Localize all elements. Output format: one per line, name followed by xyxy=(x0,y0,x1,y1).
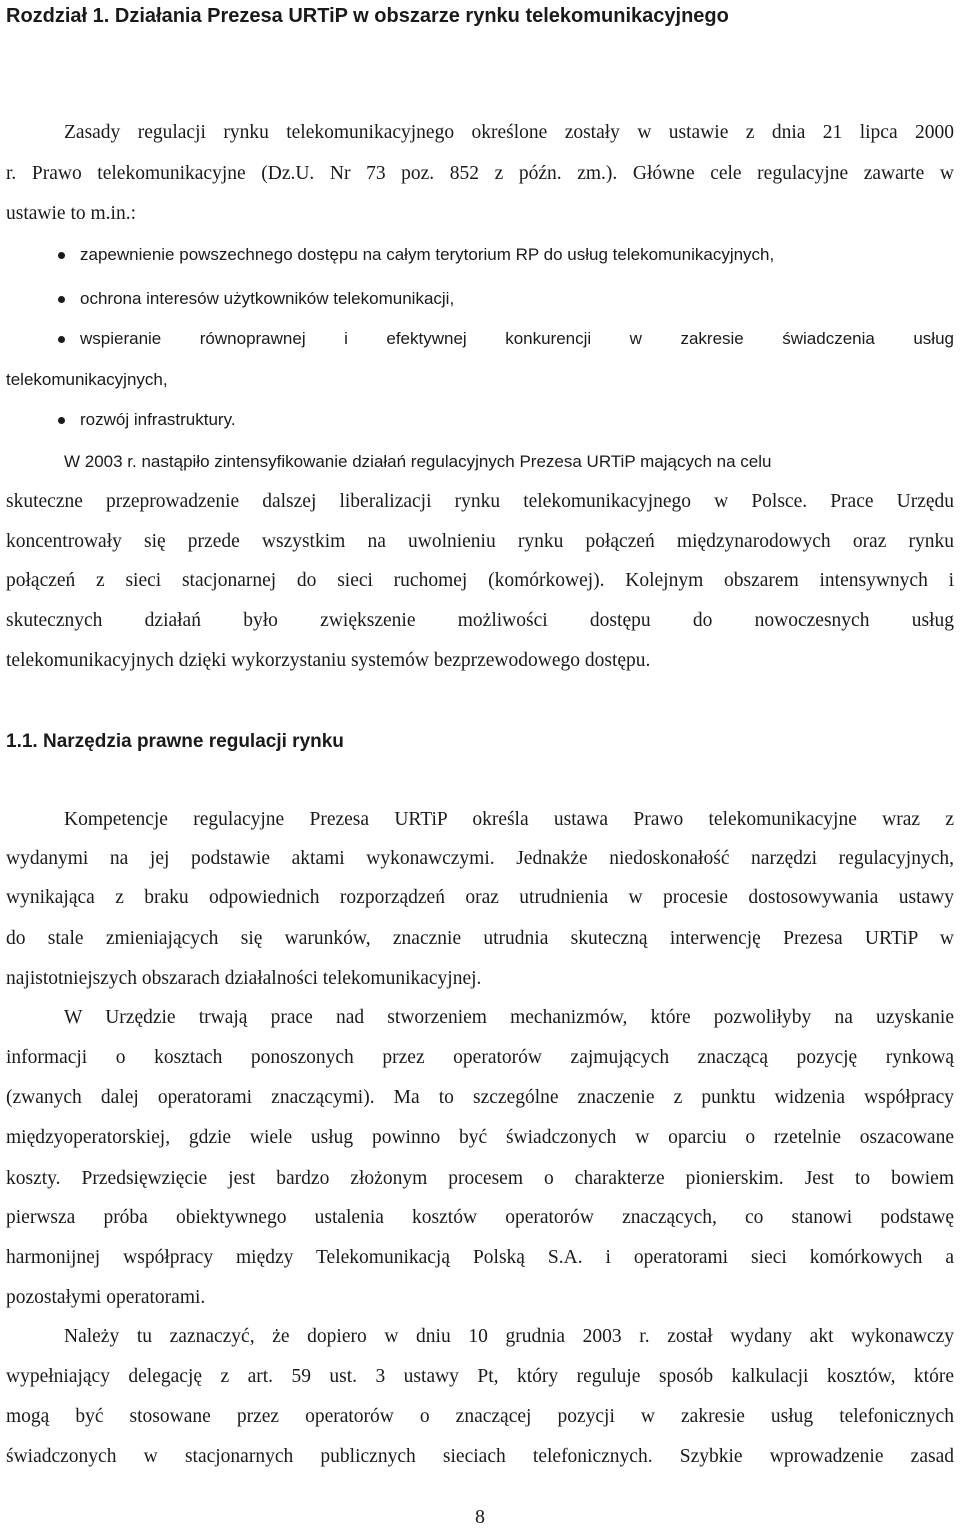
list-item: zapewnienie powszechnego dostępu na całym terytorium RP do usług telekomunikacyjnych, xyxy=(80,241,954,269)
paragraph-line: międzyoperatorskiej, gdzie wiele usług powinno być świadczonych w oparciu o rzetelnie oszacowane xyxy=(6,1127,954,1148)
paragraph-line: koncentrowały się przede wszystkim na uwolnieniu rynku połączeń międzynarodowych oraz rynku xyxy=(6,531,954,552)
list-item-continuation: telekomunikacyjnych, xyxy=(6,370,168,389)
paragraph-line: mogą być stosowane przez operatorów o znaczącej pozycji w zakresie usług telefonicznych xyxy=(6,1406,954,1427)
paragraph-line: Należy tu zaznaczyć, że dopiero w dniu 10 grudnia 2003 r. został wydany akt wykonawczy xyxy=(64,1326,954,1347)
paragraph-line: skutecznych działań było zwiększenie możliwości dostępu do nowoczesnych usług xyxy=(6,610,954,631)
paragraph-line: połączeń z sieci stacjonarnej do sieci ruchomej (komórkowej). Kolejnym obszarem intensywnych i xyxy=(6,570,954,591)
paragraph-line: pozostałymi operatorami. xyxy=(6,1287,206,1308)
paragraph-line: W Urzędzie trwają prace nad stworzeniem mechanizmów, które pozwoliłyby na uzyskanie xyxy=(64,1007,954,1028)
paragraph-line: Zasady regulacji rynku telekomunikacyjnego określone zostały w ustawie z dnia 21 lipca 2000 xyxy=(64,122,954,143)
paragraph-line: wydanymi na jej podstawie aktami wykonawczymi. Jednakże niedoskonałość narzędzi regulacyjnych, xyxy=(6,848,954,869)
paragraph-line: wynikająca z braku odpowiednich rozporządzeń oraz utrudnienia w procesie dostosowywania ustawy xyxy=(6,887,954,908)
list-item: ochrona interesów użytkowników telekomunikacji, xyxy=(80,285,954,313)
paragraph-line: harmonijnej współpracy między Telekomunikacją Polską S.A. i operatorami sieci komórkowych a xyxy=(6,1247,954,1268)
paragraph-line: informacji o kosztach ponoszonych przez operatorów zajmujących znaczącą pozycję rynkową xyxy=(6,1047,954,1068)
paragraph-line: W 2003 r. nastąpiło zintensyfikowanie działań regulacyjnych Prezesa URTiP mających na celu xyxy=(64,452,772,471)
paragraph-line: do stale zmieniających się warunków, znacznie utrudnia skuteczną interwencję Prezesa URTiP w xyxy=(6,928,954,949)
paragraph-line: ustawie to m.in.: xyxy=(6,203,136,224)
page-number: 8 xyxy=(475,1506,485,1528)
paragraph-line: najistotniejszych obszarach działalności telekomunikacyjnej. xyxy=(6,968,482,989)
paragraph-line: skuteczne przeprowadzenie dalszej liberalizacji rynku telekomunikacyjnego w Polsce. Prace Urzędu xyxy=(6,491,954,512)
paragraph-line: (zwanych dalej operatorami znaczącymi). Ma to szczególne znaczenie z punktu widzenia współpracy xyxy=(6,1087,954,1108)
paragraph-line: pierwsza próba obiektywnego ustalenia kosztów operatorów znaczących, co stanowi podstawę xyxy=(6,1207,954,1228)
section-title: 1.1. Narzędzia prawne regulacji rynku xyxy=(6,731,344,752)
chapter-title: Rozdział 1. Działania Prezesa URTiP w obszarze rynku telekomunikacyjnego xyxy=(6,5,729,27)
paragraph-line: wypełniający delegację z art. 59 ust. 3 ustawy Pt, który reguluje sposób kalkulacji kosztów, które xyxy=(6,1366,954,1387)
paragraph-line: r. Prawo telekomunikacyjne (Dz.U. Nr 73 poz. 852 z późn. zm.). Główne cele regulacyjne zawarte w xyxy=(6,163,954,184)
paragraph-line: koszty. Przedsięwzięcie jest bardzo złożonym procesem o charakterze pionierskim. Jest to bowiem xyxy=(6,1168,954,1189)
paragraph-line: telekomunikacyjnych dzięki wykorzystaniu systemów bezprzewodowego dostępu. xyxy=(6,650,651,671)
list-item: rozwój infrastruktury. xyxy=(80,406,954,434)
list-item: wspieranie równoprawnej i efektywnej konkurencji w zakresie świadczenia usług xyxy=(80,325,954,353)
paragraph-line: Kompetencje regulacyjne Prezesa URTiP określa ustawa Prawo telekomunikacyjne wraz z xyxy=(64,809,954,830)
paragraph-line: świadczonych w stacjonarnych publicznych sieciach telefonicznych. Szybkie wprowadzenie zasad xyxy=(6,1446,954,1467)
